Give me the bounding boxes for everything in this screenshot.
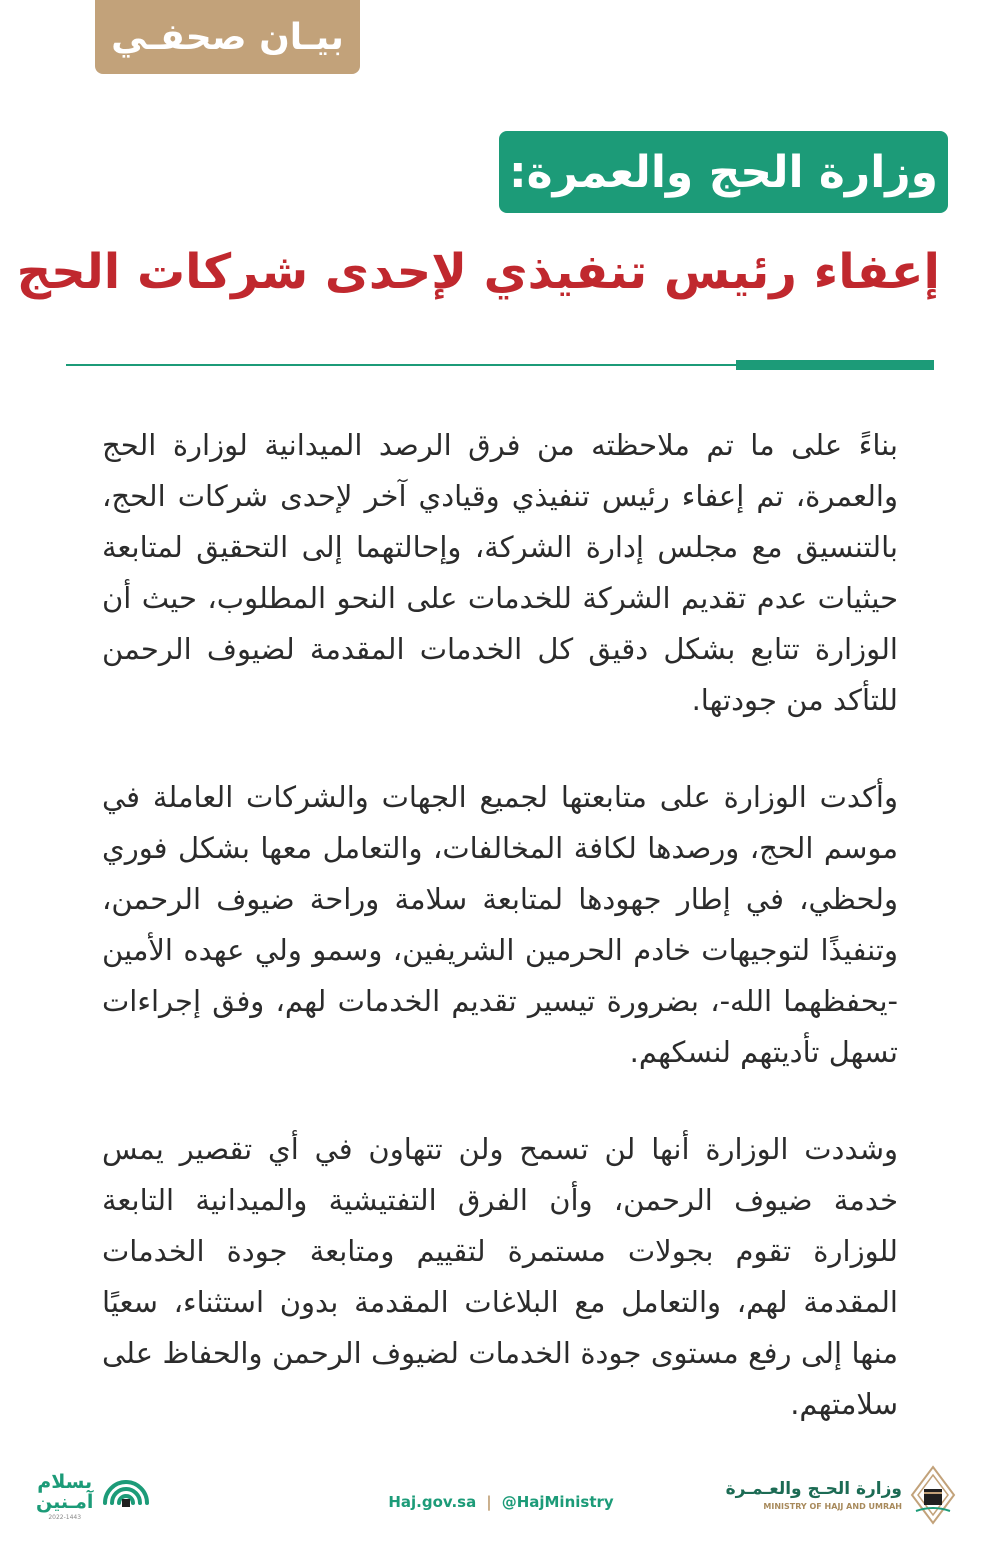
divider-line xyxy=(66,364,736,366)
campaign-logo xyxy=(36,1466,162,1526)
headline: إعفاء رئيس تنفيذي لإحدى شركات الحج xyxy=(16,244,940,300)
campaign-arcs-icon xyxy=(99,1469,153,1523)
social-handle-link[interactable]: @HajMinistry xyxy=(501,1493,614,1511)
campaign-years: 2022-1443 xyxy=(48,1513,82,1521)
ministry-logo xyxy=(725,1462,956,1528)
campaign-word-1: بسلام xyxy=(37,1470,93,1493)
campaign-word-2: آمـنين xyxy=(36,1490,94,1513)
divider-accent xyxy=(736,360,934,370)
paragraph-3: وشددت الوزارة أنها لن تسمح ولن تتهاون في أي تقصير يمس خدمة ضيوف الرحمن، وأن الفرق التفتيشية والميدانية التابعة للوزارة تقوم بجولات مستمرة لتقييم ومتابعة جودة الخدمات المقدمة لهم، والتعامل مع البلاغات المقدمة بدون استثناء، سعيًا منها إلى رفع مستوى جودة الخدمات لضيوف الرحمن والحفاظ على سلامتهم. xyxy=(102,1132,898,1421)
footer-links xyxy=(388,1487,614,1517)
article-body xyxy=(102,420,898,1476)
kaaba-emblem-icon xyxy=(910,1465,956,1525)
organization-heading: وزارة الحج والعمرة: xyxy=(499,131,948,213)
press-release-badge: بيـان صحفـي xyxy=(95,0,360,74)
paragraph-1: بناءً على ما تم ملاحظته من فرق الرصد الميدانية لوزارة الحج والعمرة، تم إعفاء رئيس تنفيذي وقيادي آخر لإحدى شركات الحج، بالتنسيق مع مجلس إدارة الشركة، وإحالتهما إلى التحقيق لمتابعة حيثيات عدم تقديم الشركة للخدمات على النحو المطلوب، حيث أن الوزارة تتابع بشكل دقيق كل الخدمات المقدمة لضيوف الرحمن للتأكد من جودتها. xyxy=(102,428,898,717)
footer-separator: | xyxy=(486,1493,492,1511)
paragraph-2: وأكدت الوزارة على متابعتها لجميع الجهات والشركات العاملة في موسم الحج، ورصدها لكافة المخالفات، والتعامل معها بشكل فوري ولحظي، في إطار جهودها لمتابعة سلامة وراحة ضيوف الرحمن، وتنفيذًا لتوجيهات خادم الحرمين الشريفين، وسمو ولي عهده الأمين -يحفظهما الله-، بضرورة تيسير تقديم الخدمات لهم، وفق إجراءات تسهل تأديتهم لنسكهم. xyxy=(102,780,898,1069)
ministry-logo-arabic: وزارة الحـج والعـمـرة xyxy=(725,1479,902,1499)
ministry-logo-english: MINISTRY OF HAJJ AND UMRAH xyxy=(763,1502,902,1511)
website-link[interactable]: Haj.gov.sa xyxy=(388,1493,477,1511)
